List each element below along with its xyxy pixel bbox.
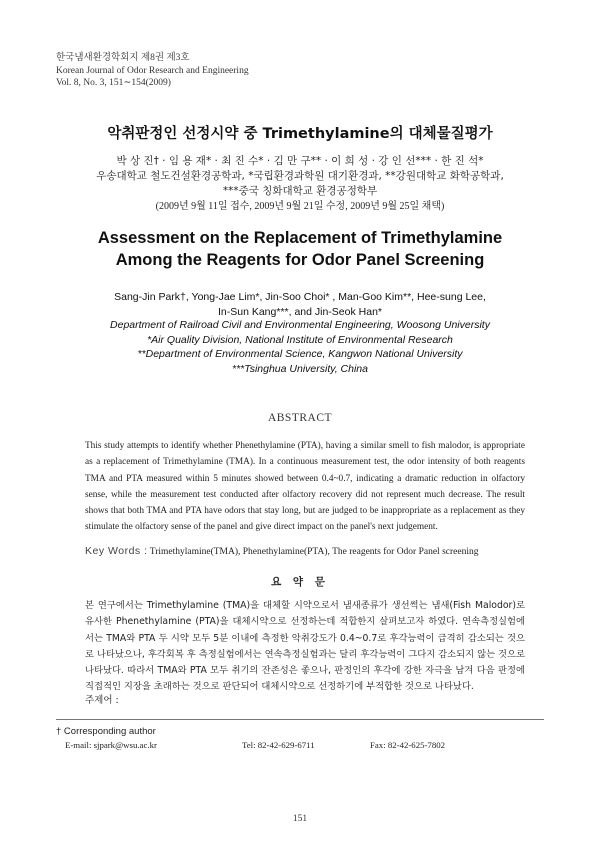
author-fax: Fax: 82-42-625-7802 bbox=[370, 740, 446, 750]
affiliation-line: **Department of Environmental Science, Kangwon National University bbox=[137, 348, 463, 360]
affiliation-line: ***Tsinghua University, China bbox=[232, 362, 368, 375]
corresponding-author: † Corresponding author bbox=[56, 726, 156, 737]
page-number: 151 bbox=[292, 814, 308, 824]
footnote-divider bbox=[56, 719, 544, 720]
keywords-text: Trimethylamine(TMA), Phenethylamine(PTA), The reagents for Odor Panel screening bbox=[149, 547, 479, 557]
author-email: E-mail: sjpark@wsu.ac.kr bbox=[65, 740, 157, 750]
journal-english-name: Korean Journal of Odor Research and Engineering bbox=[56, 65, 249, 76]
english-title-line-2: Among the Reagents for Odor Panel Screening bbox=[115, 251, 485, 269]
english-authors-line-2: In-Sun Kang***, and Jin-Seok Han* bbox=[217, 305, 383, 318]
keywords bbox=[85, 545, 525, 557]
footnote bbox=[56, 726, 156, 738]
author-tel: Tel: 82-42-629-6711 bbox=[242, 740, 315, 750]
english-authors-line-1: Sang-Jin Park†, Yong-Jae Lim*, Jin-Soo Choi* , Man-Goo Kim**, Hee-sung Lee, bbox=[114, 291, 486, 303]
korean-affiliation-1: 우송대학교 철도건설환경공학과, *국립환경과학원 대기환경과, **강원대학교 화학공학과, bbox=[96, 170, 504, 182]
submission-dates: (2009년 9월 11일 접수, 2009년 9월 21일 수정, 2009년 9월 25일 채택) bbox=[155, 201, 445, 212]
korean-authors-block bbox=[0, 154, 600, 214]
affiliation-line: *Air Quality Division, National Institute of Environmental Research bbox=[147, 333, 453, 346]
korean-summary-heading: 요 약 문 bbox=[271, 576, 329, 588]
english-affiliations bbox=[0, 318, 600, 376]
korean-author-names: 박 상 진† · 임 용 재* · 최 진 수* · 김 만 구** · 이 희 성 · 강 인 선*** · 한 진 석* bbox=[116, 155, 484, 167]
affiliation-line: Department of Railroad Civil and Environmental Engineering, Woosong University bbox=[110, 319, 490, 331]
journal-korean-name: 한국냄새환경학회지 제8권 제3호 bbox=[56, 53, 190, 63]
korean-summary-text: 본 연구에서는 Trimethylamine (TMA)을 대체할 시약으로서 냄새종류가 생선썩는 냄새(Fish Malodor)로 유사한 Phenethylamine (PTA)을 대체시약으로 선정하는데 적합한지 살펴보고자 하였다. 연속측정실험에서는 TMA와 PTA 두 시약 모두 5분 이내에 측정한 악취강도가 0.4~0.7로 후각능력이 급격히 감소되는 것으로 나타났으나, 후각회복 후 측정실험에서는 연속측정실험과는 달리 후각능력이 그다지 감소되지 않는 것으로 나타났다. 따라서 TMA와 PTA 모두 취기의 잔존성은 좋으나, 판정인의 후각에 강한 자극을 남겨 다음 판정에 직접적인 지장을 초래하는 것으로 판단되어 대체시약으로 선정하기에 부적합한 것으로 나타났다. bbox=[85, 600, 525, 693]
korean-subject-label: 주제어 : bbox=[85, 695, 119, 706]
abstract-text: This study attempts to identify whether Phenethylamine (PTA), having a similar smell to fish malodor, is appropriate as a replacement of Trimethylamine (TMA). In a continuous measurement test, the odor intensity of both reagents TMA and PTA measured within 5 minutes showed between 0.4~0.7, indicating a dramatic reduction in olfactory sense, while the measurement test conducted after olfactory recovery did not represent much decrease. The result shows that both TMA and PTA have odors that stay long, but are judged to be inappropriate as a replacement as they stimulate the olfactory sense of the panel and give direct impact on the panel's next judgement. bbox=[85, 441, 525, 533]
korean-title: 악취판정인 선정시약 중 Trimethylamine의 대체물질평가 bbox=[107, 126, 493, 142]
abstract-heading: ABSTRACT bbox=[267, 412, 333, 424]
journal-header bbox=[56, 52, 249, 90]
keywords-label: Key Words : bbox=[85, 545, 148, 557]
journal-volume: Vol. 8, No. 3, 151∼154(2009) bbox=[56, 78, 171, 88]
english-authors bbox=[0, 290, 600, 319]
english-title-line-1: Assessment on the Replacement of Trimethylamine bbox=[97, 229, 503, 247]
english-title bbox=[0, 227, 600, 271]
korean-affiliation-2: ***중국 칭화대학교 환경공정학부 bbox=[222, 185, 378, 197]
